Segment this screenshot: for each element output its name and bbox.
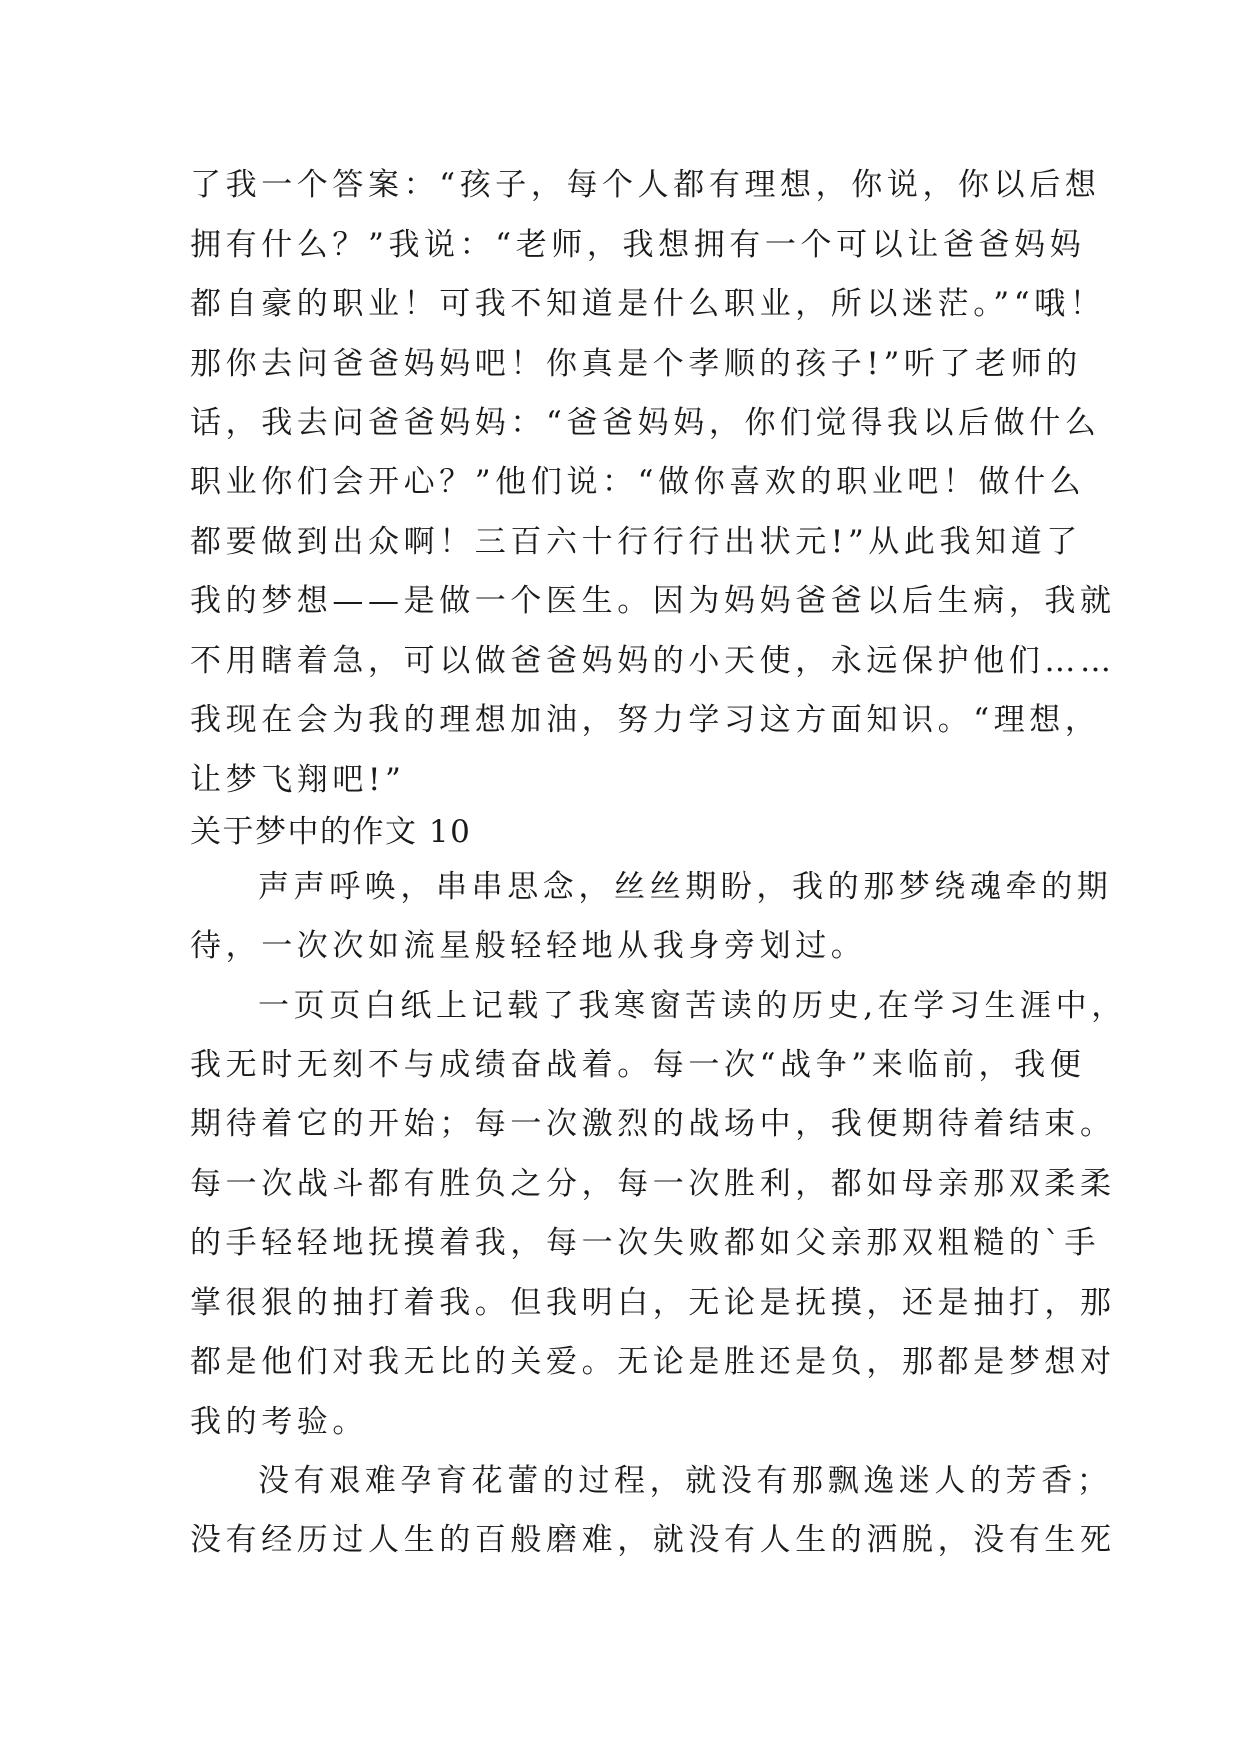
text-line: 每一次战斗都有胜负之分，每一次胜利，都如母亲那双柔柔 (190, 1166, 1116, 1202)
text-line: 待，一次次如流星般轻轻地从我身旁划过。 (190, 928, 867, 964)
text-line: 都是他们对我无比的关爱。无论是胜还是负，那都是梦想对 (190, 1344, 1116, 1380)
section-heading: 关于梦中的作文 10 (190, 814, 472, 850)
paragraph-first-line: 声声呼唤，串串思念，丝丝期盼，我的那梦绕魂牵的期 (258, 869, 1113, 905)
text-line: 我的梦想——是做一个医生。因为妈妈爸爸以后生病，我就 (190, 583, 1116, 619)
text-line: 了我一个答案：“孩子，每个人都有理想，你说，你以后想 (190, 167, 1101, 203)
text-line: 我无时无刻不与成绩奋战着。每一次“战争”来临前，我便 (190, 1047, 1086, 1083)
text-line: 都要做到出众啊！三百六十行行行出状元!”从此我知道了 (190, 524, 1082, 560)
text-line: 拥有什么？”我说：“老师，我想拥有一个可以让爸爸妈妈 (190, 227, 1086, 263)
text-line: 那你去问爸爸妈妈吧！你真是个孝顺的孩子!”听了老师的 (190, 346, 1082, 382)
text-line: 让梦飞翔吧!” (190, 762, 406, 798)
text-line: 都自豪的职业！可我不知道是什么职业，所以迷茫。”“哦！ (190, 286, 1106, 322)
text-line: 的手轻轻地抚摸着我，每一次失败都如父亲那双粗糙的`手 (190, 1225, 1101, 1261)
text-line: 没有经历过人生的百般磨难，就没有人生的洒脱，没有生死 (190, 1522, 1116, 1558)
text-line: 我的考验。 (190, 1404, 368, 1440)
text-line: 掌很狠的抽打着我。但我明白，无论是抚摸，还是抽打，那 (190, 1285, 1116, 1321)
paragraph-first-line: 没有艰难孕育花蕾的过程，就没有那飘逸迷人的芳香； (258, 1463, 1113, 1499)
text-line: 话，我去问爸爸妈妈：“爸爸妈妈，你们觉得我以后做什么 (190, 405, 1101, 441)
text-line: 期待着它的开始；每一次激烈的战场中，我便期待着结束。 (190, 1106, 1116, 1142)
text-line: 职业你们会开心？”他们说：“做你喜欢的职业吧！做什么 (190, 464, 1086, 500)
paragraph-first-line: 一页页白纸上记载了我寒窗苦读的历史,在学习生涯中， (258, 988, 1127, 1024)
text-line: 我现在会为我的理想加油，努力学习这方面知识。“理想， (190, 702, 1101, 738)
text-line: 不用瞎着急，可以做爸爸妈妈的小天使，永远保护他们…… (190, 643, 1116, 679)
